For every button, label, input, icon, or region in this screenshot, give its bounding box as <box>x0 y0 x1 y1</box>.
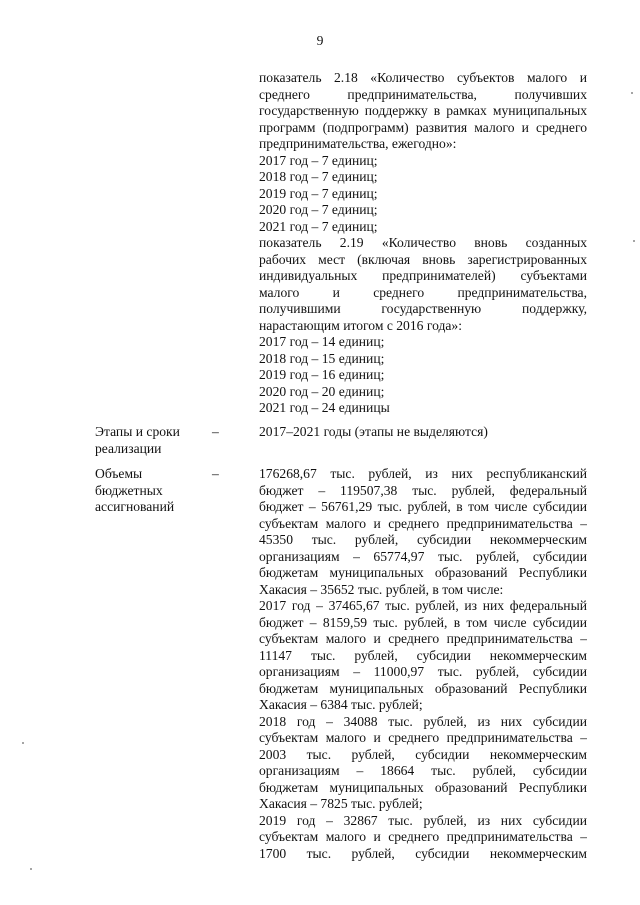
text-line: программ (подпрограмм) развития малого и среднего <box>259 119 587 135</box>
text-line: 11147 тыс. рублей, субсидии некоммерческим <box>259 647 587 663</box>
text-line: организациям – 65774,97 тыс. рублей, субсидии <box>259 548 587 564</box>
scan-speck <box>22 742 24 744</box>
year-value-line: 2019 год – 7 единиц; <box>259 185 378 201</box>
text-line: 1700 тыс. рублей, субсидии некоммерческим <box>259 845 587 861</box>
text-line: рабочих мест (включая вновь зарегистрированных <box>259 251 587 267</box>
budget-label <box>95 466 205 516</box>
text-line: бюджет – 8159,59 тыс. рублей, в том числе субсидии <box>259 614 587 630</box>
stages-value <box>259 424 587 441</box>
text-line: организациям – 11000,97 тыс. рублей, субсидии <box>259 664 587 679</box>
scan-speck <box>633 240 635 242</box>
label-line: Объемы <box>95 466 143 481</box>
year-value-line: 2021 год – 7 единиц; <box>259 218 378 234</box>
text-line: нарастающим итогом с 2016 года»: <box>259 317 463 333</box>
text-line: показатель 2.18 «Количество субъектов малого и <box>259 70 587 85</box>
indicators-block <box>259 70 587 417</box>
text-line: показатель 2.19 «Количество вновь созданных <box>259 235 587 250</box>
text-line: 45350 тыс. рублей, субсидии некоммерческим <box>259 532 587 547</box>
year-value-line: 2018 год – 7 единиц; <box>259 169 378 184</box>
year-value-line: 2017 год – 14 единиц; <box>259 334 385 349</box>
page-number: 9 <box>316 33 324 48</box>
text-line: организациям – 18664 тыс. рублей, субсидии <box>259 763 587 778</box>
text-line: Хакасия – 35652 тыс. рублей, в том числе: <box>259 581 504 597</box>
text-line: субъектам малого и среднего предпринимательства – <box>259 829 587 844</box>
year-value-line: 2020 год – 7 единиц; <box>259 202 378 217</box>
year-value-line: 2017 год – 7 единиц; <box>259 152 378 168</box>
text-line: бюджет – 56761,29 тыс. рублей, в том числе субсидии <box>259 499 587 514</box>
text-line: бюджетам муниципальных образований Республики <box>259 680 587 696</box>
scan-speck <box>631 92 633 94</box>
stages-label <box>95 424 205 457</box>
text-line: предпринимательства, ежегодно»: <box>259 136 457 151</box>
text-line: получившими государственную поддержку, <box>259 301 587 316</box>
text-line: 2017 год – 37465,67 тыс. рублей, из них федеральный <box>259 598 587 613</box>
text-line: 2017–2021 годы (этапы не выделяются) <box>259 424 488 439</box>
text-line: 2003 тыс. рублей, субсидии некоммерческим <box>259 746 587 762</box>
label-line: реализации <box>95 440 162 456</box>
text-line: 2019 год – 32867 тыс. рублей, из них субсидии <box>259 812 587 828</box>
text-line: бюджет – 119507,38 тыс. рублей, федеральный <box>259 482 587 498</box>
text-line: бюджетам муниципальных образований Республики <box>259 565 587 580</box>
text-line: Хакасия – 7825 тыс. рублей; <box>259 796 423 811</box>
text-line: государственную поддержку в рамках муниципальных <box>259 103 587 118</box>
text-line: малого и среднего предпринимательства, <box>259 284 587 300</box>
text-line: индивидуальных предпринимателей) субъектами <box>259 268 587 283</box>
budget-value-block <box>259 466 587 862</box>
budget-dash: – <box>212 466 219 481</box>
label-line: ассигнований <box>95 499 175 514</box>
text-line: субъектам малого и среднего предпринимательства – <box>259 515 587 531</box>
text-line: субъектам малого и среднего предпринимательства – <box>259 730 587 745</box>
text-line: 2018 год – 34088 тыс. рублей, из них субсидии <box>259 713 587 729</box>
text-line: субъектам малого и среднего предпринимательства – <box>259 631 587 646</box>
stages-dash: – <box>212 424 219 439</box>
year-value-line: 2020 год – 20 единиц; <box>259 383 385 399</box>
text-line: 176268,67 тыс. рублей, из них республиканский <box>259 466 587 481</box>
text-line: среднего предпринимательства, получивших <box>259 86 587 102</box>
label-line: Этапы и сроки <box>95 424 180 439</box>
year-value-line: 2018 год – 15 единиц; <box>259 350 385 366</box>
year-value-line: 2021 год – 24 единицы <box>259 400 390 415</box>
text-line: бюджетам муниципальных образований Республики <box>259 779 587 795</box>
year-value-line: 2019 год – 16 единиц; <box>259 367 385 382</box>
scan-speck <box>30 868 32 870</box>
label-line: бюджетных <box>95 482 163 498</box>
text-line: Хакасия – 6384 тыс. рублей; <box>259 697 423 712</box>
